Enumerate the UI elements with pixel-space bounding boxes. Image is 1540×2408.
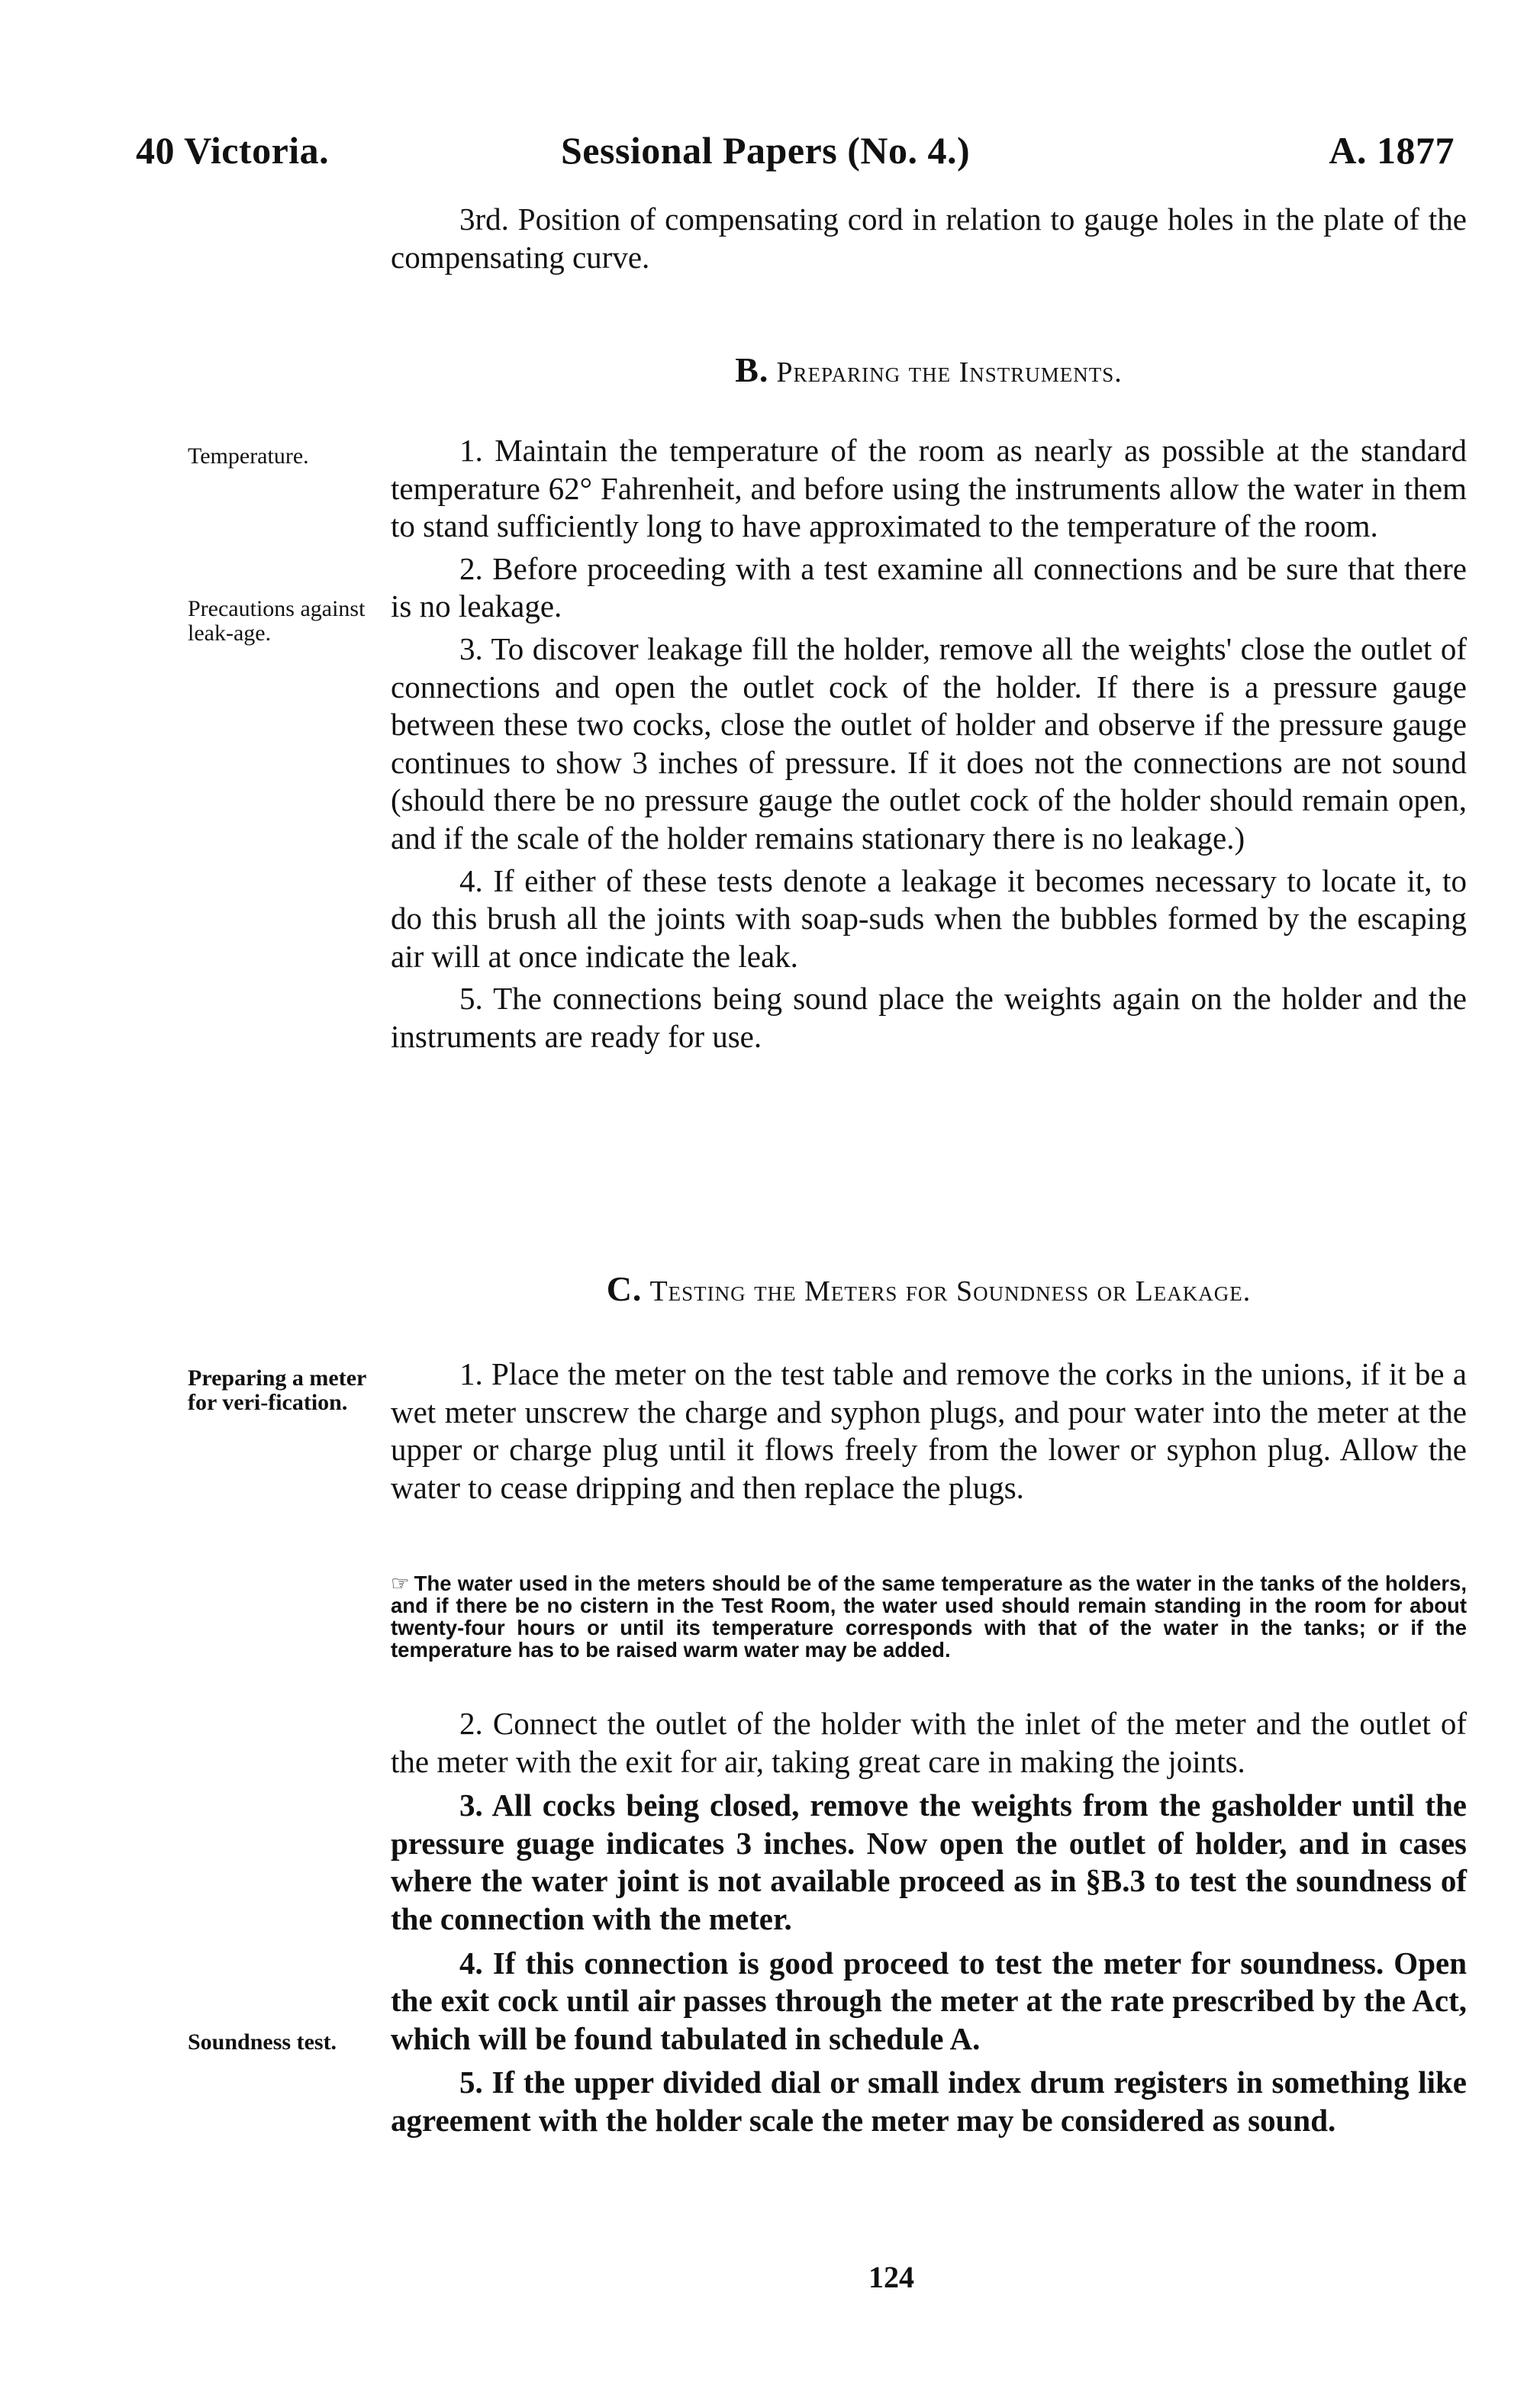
section-b-paragraph-2: 2. Before proceeding with a test examine all connections and be sure that there is no leakage. bbox=[391, 550, 1467, 624]
paragraph-3rd: 3rd. Position of compensating cord in relation to gauge holes in the plate of the compensating curve. bbox=[391, 201, 1467, 275]
section-b-body bbox=[391, 432, 1467, 1056]
margin-note-soundness: Soundness test. bbox=[188, 2029, 337, 2055]
footnote-water-temperature bbox=[391, 1572, 1467, 1661]
margin-note-precautions: Precautions against leak-age. bbox=[188, 596, 366, 646]
section-c-paragraph-1: 1. Place the meter on the test table and remove the corks in the unions, if it be a wet meter unscrew the charge and syphon plugs, and pour water into the meter at the upper or charge plug until it flows freely from the lower or syphon plug. Allow the water to cease dripping and then replace the plugs. bbox=[391, 1356, 1467, 1505]
section-b-title: Preparing the Instruments. bbox=[776, 356, 1123, 388]
section-c-paragraph-3: 3. All cocks being closed, remove the weights from the gasholder until the pressure guage indicates 3 inches. Now open the outlet of holder, and in cases where the water joint is not available proceed as in §B.3 to test the soundness of the connection with the meter. bbox=[391, 1787, 1467, 1936]
margin-note-preparing: Preparing a meter for veri-fication. bbox=[188, 1365, 366, 1415]
margin-note-temperature: Temperature. bbox=[188, 443, 309, 469]
intro-paragraph bbox=[391, 201, 1467, 276]
section-b-paragraph-4: 4. If either of these tests denote a leakage it becomes necessary to locate it, to do this brush all the joints with soap-suds when the bubbles formed by the escaping air will at once indicate the leak. bbox=[391, 862, 1467, 974]
section-c-title: Testing the Meters for Soundness or Leakage. bbox=[649, 1275, 1252, 1307]
section-c-letter: C. bbox=[606, 1269, 643, 1308]
section-c-paragraph-2: 2. Connect the outlet of the holder with the inlet of the meter and the outlet of the meter with the exit for air, taking great care in making the joints. bbox=[391, 1706, 1467, 1779]
header-session: 40 Victoria. bbox=[136, 129, 330, 172]
section-c-paragraph-4: 4. If this connection is good proceed to test the meter for soundness. Open the exit cock until air passes through the meter at the rate prescribed by the Act, which will be found tabulated in schedule A. bbox=[391, 1945, 1467, 2056]
section-c-body bbox=[391, 1705, 1467, 2140]
section-c-paragraph-5: 5. If the upper divided dial or small index drum registers in something like agreement with the holder scale the meter may be considered as sound. bbox=[391, 2065, 1467, 2138]
section-b-paragraph-5: 5. The connections being sound place the weights again on the holder and the instruments are ready for use. bbox=[391, 981, 1467, 1054]
section-b-letter: B. bbox=[735, 350, 769, 389]
pointing-hand-icon: ☞ bbox=[391, 1571, 410, 1595]
section-b-paragraph-3: 3. To discover leakage fill the holder, remove all the weights' close the outlet of connections and open the outlet cock of the holder. If there is a pressure gauge between these two cocks, close the outlet of holder and observe if the pressure gauge continues to show 3 inches of pressure. If it does not the connections are not sound (should there be no pressure gauge the outlet cock of the holder should remain open, and if the scale of the holder remains stationary there is no leakage.) bbox=[391, 630, 1467, 856]
header-year: A. 1877 bbox=[1329, 129, 1455, 172]
section-b-paragraph-1: 1. Maintain the temperature of the room as nearly as possible at the standard temperature 62° Fahrenheit, and before using the instruments allow the water in them to stand sufficiently long to have approximated to the temperature of the room. bbox=[391, 433, 1467, 544]
page-number: 124 bbox=[868, 2260, 914, 2294]
section-c-paragraph-1-block bbox=[391, 1356, 1467, 1507]
section-c-heading bbox=[391, 1268, 1467, 1309]
note-text: The water used in the meters should be of the same temperature as the water in the tanks of the holders, and if there be no cistern in the Test Room, the water used should remain standing in the room for about twenty-four hours or until its temperature corresponds with that of the water in the tanks; or if the temperature has to be raised warm water may be added. bbox=[391, 1571, 1467, 1662]
header-title: Sessional Papers (No. 4.) bbox=[561, 129, 971, 172]
section-b-heading bbox=[391, 350, 1467, 390]
